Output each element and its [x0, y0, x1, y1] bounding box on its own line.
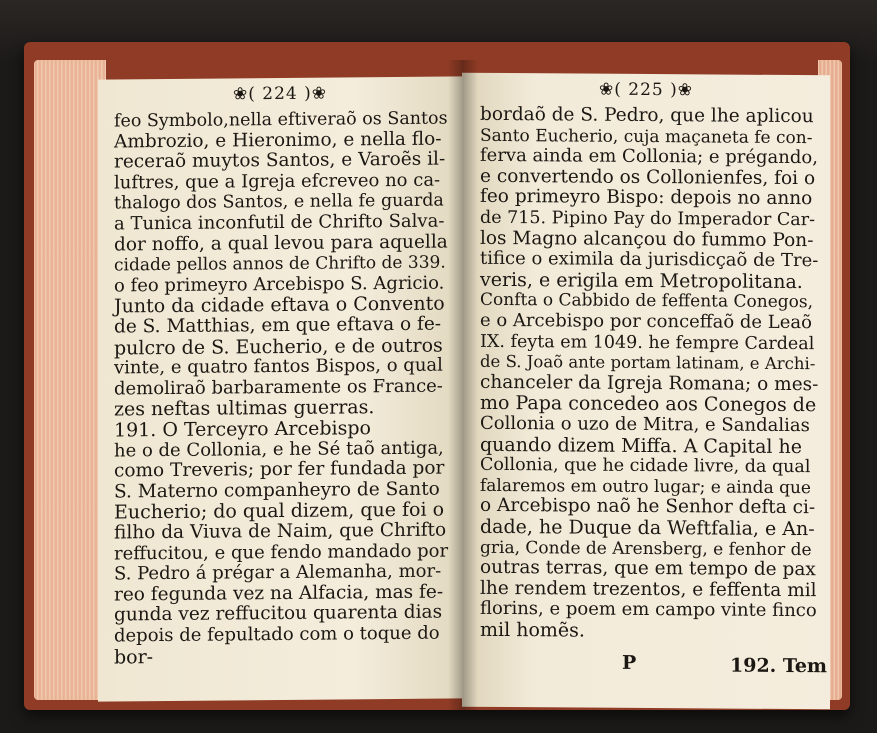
- page-header-224: ❀( 224 )❀: [232, 83, 327, 105]
- text-line: como Treveris; por fer fundada por: [114, 457, 445, 482]
- text-line: Santo Eucherio, cuja maçaneta fe con-: [480, 125, 813, 148]
- text-line: thalogo dos Santos, e nella fe guarda: [114, 190, 444, 214]
- text-line: Confta o Cabbido de feffenta Conegos,: [480, 290, 814, 313]
- page-header-225: ❀( 225 )❀: [598, 79, 693, 101]
- right-page-text: [462, 103, 830, 642]
- text-line: reo fegunda vez na Alfacia, mas fe-: [114, 581, 444, 606]
- text-line: lhe rendem trezentos, e feffenta mil: [480, 577, 817, 601]
- text-line: IX. feyta em 1049. he fempre Cardeal: [480, 331, 815, 354]
- text-line: ferva ainda em Collonia; e prégando,: [480, 145, 818, 169]
- right-page: [462, 73, 830, 710]
- text-line: depois de fepultado com o toque do: [114, 622, 440, 647]
- text-line: Eucherio; do qual dizem, que foi o: [114, 498, 445, 524]
- text-line: Ambrozio, e Hieronimo, e nella flo-: [114, 128, 442, 153]
- text-line: gria, Conde de Arensberg, e fenhor de: [480, 537, 812, 560]
- book-gutter: [448, 60, 478, 710]
- text-line: Collonia o uzo de Mitra, e Sandalias: [480, 412, 810, 437]
- catchword: 192. Tem: [730, 654, 828, 678]
- text-line: vinte, e quatro fantos Bispos, o qual: [114, 354, 443, 379]
- text-line: o feo primeyro Arcebispo S. Agricio.: [114, 272, 445, 297]
- text-line: demoliraõ barbaramente os France-: [114, 375, 443, 400]
- left-page-edges: [34, 60, 106, 700]
- text-line: filho da Viuva de Naim, que Chrifto: [114, 519, 447, 544]
- text-line: receraõ muytos Santos, e Varoẽs il-: [114, 148, 446, 173]
- text-line: quando dizem Miffa. A Capital he: [480, 433, 803, 458]
- text-line: Collonia, que he cidade livre, da qual: [480, 455, 811, 478]
- text-line: chanceler da Igreja Romana; o mes-: [480, 371, 819, 396]
- text-line: feo primeyro Bispo: depois no anno: [480, 186, 813, 210]
- text-line: cidade pellos annos de Chrifto de 339.: [114, 252, 446, 276]
- text-line: feo Symbolo,nella eftiveraõ os Santos: [114, 108, 448, 132]
- text-line: e convertendo os Collonienfes, foi o: [480, 165, 816, 189]
- text-line: he o de Collonia, e he Sé taõ antiga,: [114, 437, 444, 462]
- text-line: falaremos em outro lugar; e ainda que: [480, 475, 811, 498]
- text-line: bor-: [114, 645, 154, 669]
- left-page-text: [98, 106, 462, 669]
- text-line: dor noffo, a qual levou para aquella: [114, 231, 448, 256]
- text-line: bordaõ de S. Pedro, que lhe aplicou: [480, 103, 814, 128]
- text-line: reffucitou, e que fendo mandado por: [114, 540, 449, 565]
- text-line: pulcro de S. Eucherio, e de outros: [114, 334, 443, 360]
- text-line: e o Arcebispo por conceffaõ de Leaõ: [480, 309, 812, 334]
- text-line: dade, he Duque da Weftfalia, e An-: [480, 515, 815, 541]
- text-line: florins, e poem em campo vinte finco: [480, 598, 817, 622]
- text-line: mil homẽs.: [480, 618, 585, 642]
- text-line: los Magno alcançou do fummo Pon-: [480, 227, 814, 251]
- text-line: a Tunica inconfutil de Chrifto Salva-: [114, 210, 445, 235]
- text-line: veris, e erigila em Metropolitana.: [480, 268, 803, 293]
- text-line: tifice o eximila da jurisdicçaõ de Tre-: [480, 248, 819, 272]
- text-line: S. Materno companheyro de Santo: [114, 478, 440, 503]
- text-line: de S. Joaõ ante portam latinam, e Archi-: [480, 352, 816, 374]
- text-line: luftres, que a Igreja efcreveo no ca-: [114, 169, 441, 194]
- text-line: mo Papa concedeo aos Conegos de: [480, 392, 817, 417]
- signature-mark: P: [622, 651, 637, 674]
- text-line: outras terras, que em tempo de pax: [480, 557, 816, 581]
- text-line: de 715. Pipino Pay do Imperador Car-: [480, 207, 815, 231]
- text-line: Junto da cidade eftava o Convento: [114, 292, 445, 318]
- left-page: [98, 76, 462, 701]
- text-line: o Arcebispo naõ he Senhor defta ci-: [480, 495, 816, 519]
- text-line: gunda vez reffucitou quarenta dias: [114, 601, 443, 626]
- text-line: zes neftas ultimas guerras.: [114, 396, 375, 421]
- text-line: S. Pedro á prégar a Alemanha, mor-: [114, 560, 442, 585]
- text-line: 191. O Terceyro Arcebispo: [114, 417, 371, 442]
- text-line: de S. Matthias, em que eftava o fe-: [114, 313, 442, 338]
